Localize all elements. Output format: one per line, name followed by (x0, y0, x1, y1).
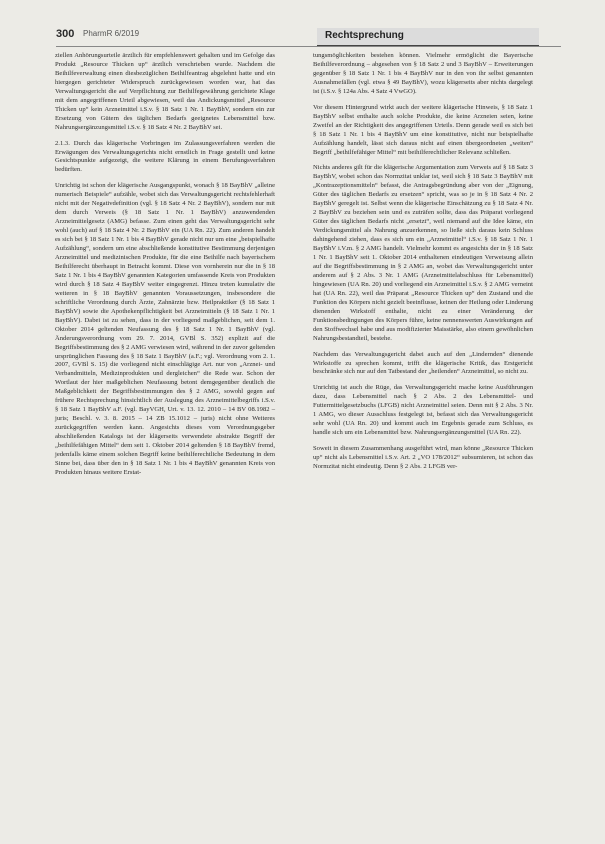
paragraph: tungsmöglichkeiten bestehen können. Vielmehr ermöglicht die Bayerische Beihilfeverordnung – abgesehen von § 18 Satz 2 und 3 BayBhV – Erweiterungen gegenüber § 18 Satz 1 Nr. 1 bis 4 BayBhV nur in den von ihr selbst genannten Ausnahmefällen (vgl. etwa § 49 BayBhV), wozu klägerseits aber nichts dargelegt ist (i.S.v. § 124a Abs. 4 Satz 4 VwGO). (313, 52, 533, 95)
right-column (313, 52, 533, 479)
paragraph: Vor diesem Hintergrund wirkt auch der weitere klägerische Hinweis, § 18 Satz 1 BayBhV selbst enthalte auch solche Produkte, die keine Arzneien seien, keine Zweifel an der Richtigkeit des angegriffenen Urteils. Denn gerade weil es sich bei § 18 Satz 1 Nr. 1 bis 4 BayBhV um eine konstitutive, nicht nur beispielhafte Aufzählung handelt, lässt sich daraus nicht auf einen übergeordneten „weiten“ Begriff „beihilfefähiger Mittel“ mit beihilferechtlicher Relevanz schließen. (313, 103, 533, 156)
paragraph: Nachdem das Verwaltungsgericht dabei auch auf den „Lindernden“ dienende Wirkstoffe zu sprechen kommt, trifft die klägerische Kritik, das Erstgericht beschränke sich nur auf den Tatbestand der „heilenden“ Arzneimittel, so nicht zu. (313, 350, 533, 376)
paragraph: ziellen Anhörungsurteile ärztlich für empfehlenswert gehalten und im Gefolge das Produkt „Resource Thicken up“ ärztlich verschrieben wurde. Nachdem die Beihilfeverwaltung einen diesbezüglichen Beihilfeantrag abgelehnt hatte und ein hiergegen gerichteter Widerspruch zurückgewiesen worden war, hat das Verwaltungsgericht die auf Verpflichtung zur Beihilfegewährung gerichtete Klage mit dem angegriffenen Urteil abgewiesen, weil das Andickungsmittel „Resource Thicken up“ kein Arzneimittel i.S.v. § 18 Satz 1 Nr. 1 BayBhV, sondern ein zur Ersetzung von Gütern des täglichen Bedarfs geeignetes Lebensmittel bzw. Nahrungsergänzungsmittel i.S.v. § 18 Satz 4 Nr. 2 BayBhV sei. (55, 52, 275, 131)
paragraph: Unrichtig ist schon der klägerische Ausgangspunkt, wonach § 18 BayBhV „alleine numerisch Beispiele“ aufzähle, wobei sich das Verwaltungsgericht rechtsfehlerhaft nicht mit der Negativdefinition (vgl. § 18 Satz 4 Nr. 2 BayBhV), sondern nur mit dem durch Verweis (§ 18 Satz 1 Nr. 1 BayBhV) anzuwendenden Arzneimittelgesetz (AMG) befasse. Zum einen geht das Verwaltungsgericht sehr wohl (auch) auf § 18 Satz 4 Nr. 2 BayBhV ein (UA Rn. 22). Zum anderen handelt es sich bei § 18 Satz 1 Nr. 1 bis 4 BayBhV gerade nicht nur um eine „beispielhafte Aufzählung“, sondern um eine abschließende konstitutive Bestimmung derjenigen Arzneimittel und medizinischen Produkte, für die eine Beihilfe nach bayerischem Beihilferecht überhaupt in Betracht kommt. Diese von vornherein nur die in § 18 Satz 1 Nr. 1 bis 4 BayBhV genannten Kategorien umfassende Kreis von Produkten wird durch § 18 Satz 4 BayBhV weiter eingegrenzt. Hinzu treten kumulativ die weiteren in § 18 BayBhV genannten Voraussetzungen, insbesondere die schriftliche Verordnung durch Ärzte, Zahnärzte bzw. Heilpraktiker (§ 18 Satz 1 BayBhV) sowie die Apothekenpflichtigkeit bei Arzneimitteln (§ 18 Satz 1 Nr. 1 BayBhV). Dabei ist zu sehen, dass in der vorliegend maßgeblichen, seit dem 1. Oktober 2014 geltenden Neufassung des § 18 Satz 1 Nr. 1 BayBhV (vgl. Änderungsverordnung vom 29. 7. 2014, GVBl S. 352) explizit auf die Begriffsbestimmung des § 2 AMG verwiesen wird, während in der zuvor geltenden ursprünglichen Fassung des § 18 Satz 1 BayBhV (a.F.; vgl. Verordnung vom 2. 1. 2007, GVBl S. 15) die vorliegend nicht einschlägige Art. nur von „Arznei- und Verbandmitteln, Medizinprodukten und dergleichen“ die Rede war. Schon der Wortlaut der hier maßgeblichen Neufassung betont demgegenüber deutlich die Maßgeblichkeit der Begriffsbestimmungen des § 2 AMG, sowohl gegen auf frühere Rechtsprechung hinsichtlich der Auslegung des Arzneimittelbegriffs i.S.v. § 18 Satz 1 BayBhV a.F. (vgl. BayVGH, Urt. v. 13. 12. 2010 – 14 BV 08.1982 – juris; Beschl. v. 3. 8. 2015 – 14 ZB 15.1012 – juris) nicht ohne Weiteres zurückgegriffen werden kann. Angesichts dieses vom Verordnungsgeber abschließenden Katalogs ist der klägerseits verwendete abstrakte Begriff der „beihilfefähigen Mittel“ dem seit 1. Oktober 2014 geltenden § 18 BayBhV fremd, jedenfalls käme einem solchen Begriff keine beihilferechtliche Bedeutung in dem Sinne bei, dass über den in § 18 Satz 1 Nr. 1 bis 4 BayBhV genannten Kreis von Produkten hinaus weitere Erstat- (55, 182, 275, 476)
paragraph: Soweit in diesem Zusammenhang ausgeführt wird, man könne „Resource Thicken up“ nicht als Lebensmittel i.S.v. Art. 2 „VO 178/2012“ subsumieren, ist schon das Normzitat nicht eindeutig. Denn § 2 Abs. 2 LFGB ver- (313, 445, 533, 471)
paragraph: 2.1.3. Durch das klägerische Vorbringen im Zulassungsverfahren werden die Erwägungen des Verwaltungsgerichts nicht ernstlich in Frage gestellt und keine Gesichtspunkte aufgezeigt, die weitere Klärung in einem Berufungsverfahren bedürften. (55, 139, 275, 174)
left-column (55, 52, 275, 485)
header-rule (56, 46, 561, 47)
journal-citation: PharmR 6/2019 (83, 29, 140, 38)
page-header (56, 28, 561, 46)
section-tab (317, 28, 539, 47)
paragraph: Nichts anderes gilt für die klägerische Argumentation zum Verweis auf § 18 Satz 3 BayBhV, wobei schon das Normzitat unklar ist, weil sich § 18 Satz 3 BayBhV mit „Kontrazeptionsmitteln“ befasst, die Antragsbegründung aber von der „Eignung, Güter des täglichen Bedarfs zu ersetzen“ spricht, was so je in § 18 Satz 4 Nr. 2 BayBhV geregelt ist. Selbst wenn die klägerische Einschätzung zu § 18 Satz 4 Nr. 2 BayBhV zu beziehen sein und es zuträfen sollte, dass das Präparat vorliegend Güter des täglichen Bedarfs nicht „ersetzt“, weil niemand auf die Idee käme, ein Verdickungsmittel als Nahrung anzuerkennen, so ließe sich daraus kein Schluss dahingehend ziehen, dass es sich um ein „Arzneimittel“ i.S.v. § 18 Satz 1 Nr. 1 BayBhV i.V.m. § 2 AMG handelt. Vielmehr kommt es angesichts der in § 18 Satz 1 Nr. 1 BayBhV seit 1. Oktober 2014 enthaltenen eindeutigen Verweisung allein auf die Begriffsbestimmung in § 2 AMG an, wobei das Verwaltungsgericht unter anderem auf § 2 Abs. 3 Nr. 1 AMG (Arzneimittelabschluss für Lebensmittel) hingewiesen (UA Rn. 20) und vorliegend ein Arzneimittel i.S.v. § 2 AMG verneint hat (UA Rn. 22), weil das Präparat „Resource Thicken up“ den Zustand und die Funktion des Körpers nicht gezielt beeinflusse, keinen der Heilung oder Linderung dienenden Wirkstoff enthalte, nicht zu einer Veränderung der Funktionsbedingungen des Körpers führe, keine nennenswerten Auswirkungen auf den Stoffwechsel habe und aus modifizierter Maisstärke, also einem gewöhnlichen Nahrungsbestandteil, bestehe. (313, 164, 533, 342)
page-number: 300 (56, 28, 75, 40)
section-title: Rechtsprechung (325, 30, 404, 41)
paragraph: Unrichtig ist auch die Rüge, das Verwaltungsgericht mache keine Ausführungen dazu, dass Lebensmittel nach § 2 Abs. 2 des Lebensmittel- und Futtermittelgesetzbuchs (LFGB) nicht Arzneimittel seien. Denn mit § 2 Abs. 3 Nr. 1 AMG, wo dieser Ausschluss festgelegt ist, befasst sich das Verwaltungsgericht sehr wohl (UA Rn. 20) und kommt auch im Ergebnis gerade zum Schluss, es handle sich um ein Lebensmittel bzw. Nahrungsergänzungsmittel (UA Rn. 22). (313, 384, 533, 437)
